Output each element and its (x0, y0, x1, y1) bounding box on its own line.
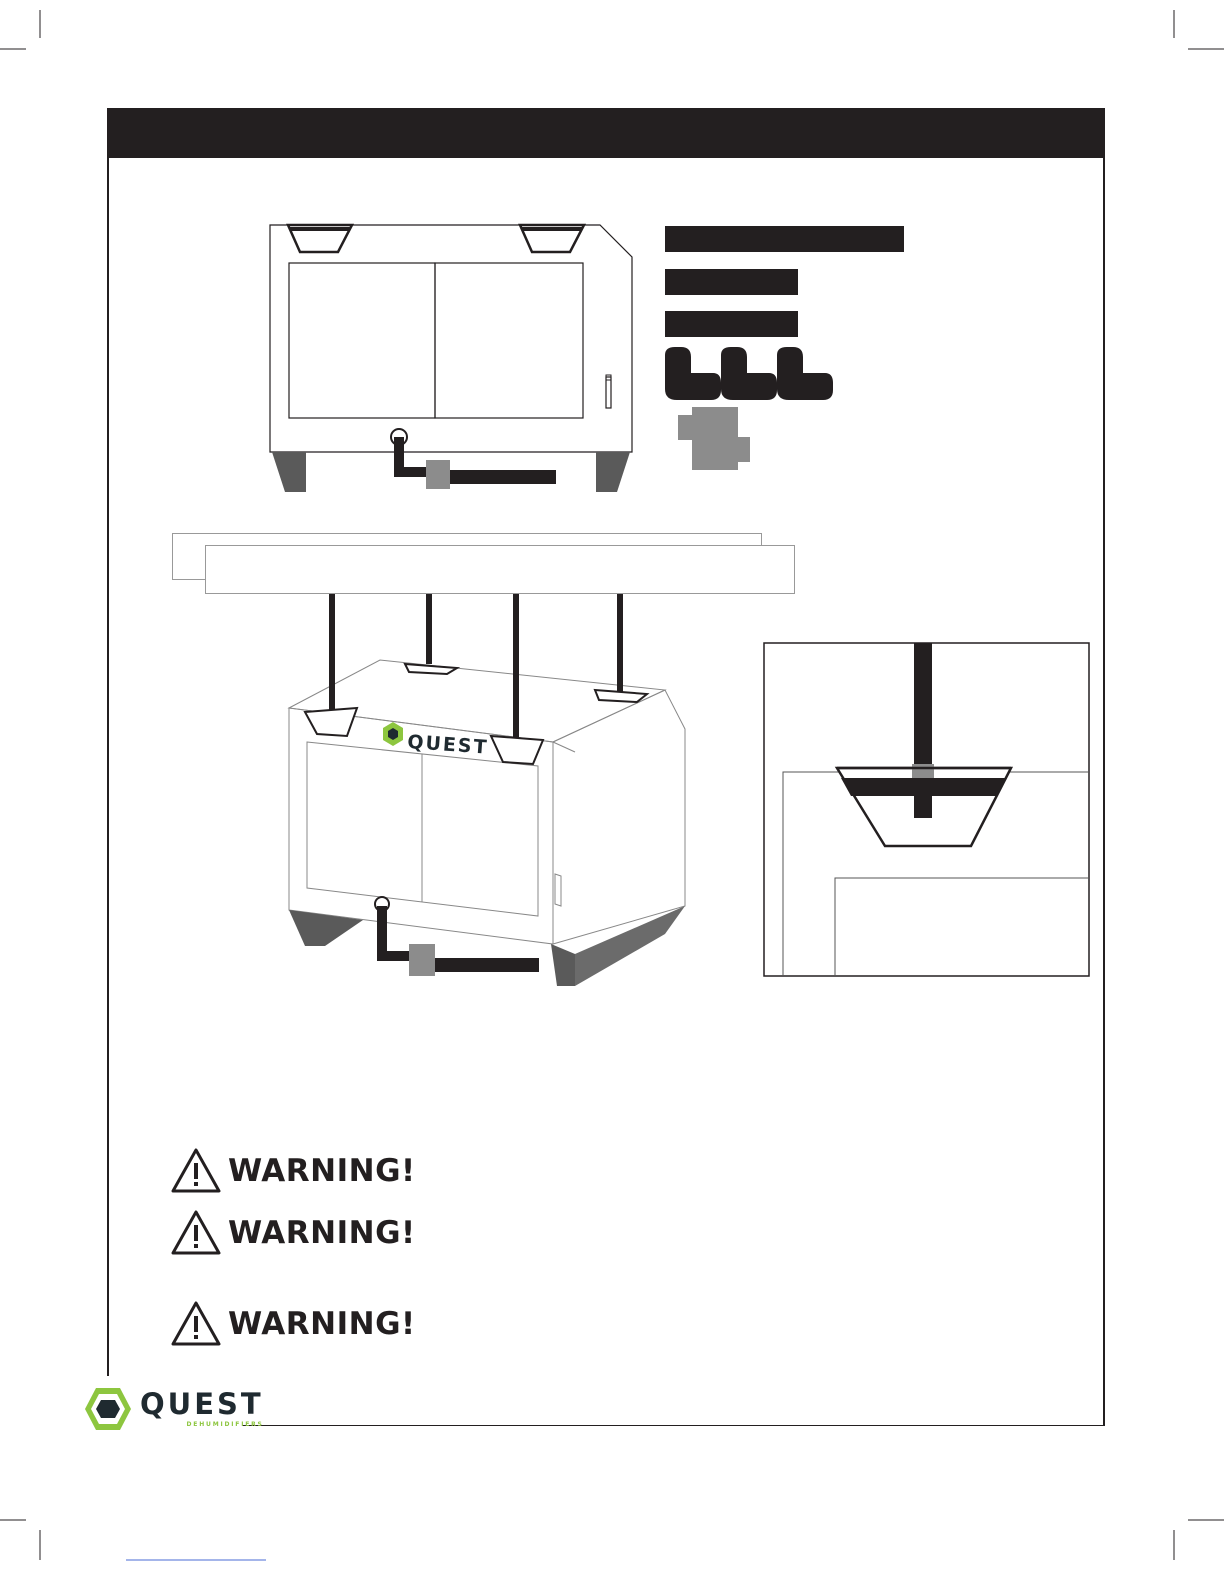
side-indicator (555, 874, 561, 906)
iso-drain-line (435, 958, 539, 972)
iso-bracket-1 (305, 708, 357, 736)
warning-1 (170, 1146, 416, 1196)
header-bar (107, 108, 1105, 158)
iso-leg-right (575, 906, 685, 986)
iso-bracket-2 (405, 664, 457, 674)
iso-leg-front-right (551, 944, 575, 986)
unit-logo-text: QUEST (406, 731, 490, 759)
iso-drain-hose (382, 906, 413, 956)
hanger-rod-2 (426, 594, 432, 664)
left-leg (272, 452, 306, 492)
warning-3 (170, 1299, 416, 1349)
left-panel (289, 263, 435, 418)
ceiling-joist-front (205, 545, 795, 594)
hose-coupler (426, 460, 450, 489)
warning-2 (170, 1208, 416, 1258)
hanger-hooks-icon (663, 345, 838, 405)
isometric-view-diagram (285, 594, 695, 989)
quest-hexagon-icon (84, 1386, 132, 1432)
hanger-rod-1 (329, 594, 335, 716)
tee-fitting-icon (678, 407, 753, 472)
warning-label: WARNING! (228, 1153, 416, 1189)
unit-logo-icon (383, 722, 403, 746)
right-panel (435, 263, 583, 418)
drain-hose (399, 437, 430, 472)
drain-line (450, 470, 556, 484)
hanger-rod-4 (617, 594, 623, 694)
iso-bracket-3 (491, 736, 543, 764)
indicator-light (606, 377, 611, 408)
parts-label-bar-3 (665, 311, 798, 337)
hanger-rod-3 (513, 594, 519, 744)
front-view-diagram (260, 215, 650, 500)
warning-triangle-icon (170, 1300, 222, 1348)
detail-nut (912, 764, 934, 778)
warning-label: WARNING! (228, 1306, 416, 1342)
warning-label: WARNING! (228, 1215, 416, 1251)
iso-leg-left (289, 910, 363, 946)
bracket-detail-inset (763, 642, 1090, 978)
warning-triangle-icon (170, 1209, 222, 1257)
right-leg (596, 452, 630, 492)
iso-bracket-4 (595, 690, 647, 702)
parts-label-bar-2 (665, 269, 798, 295)
footer-brand-logo (84, 1386, 264, 1432)
brand-name: QUEST (140, 1387, 264, 1421)
warning-triangle-icon (170, 1147, 222, 1195)
parts-label-bar-1 (665, 226, 904, 252)
brand-tagline: DEHUMIDIFIERS (186, 1421, 264, 1428)
iso-hose-coupler (409, 944, 435, 976)
unit-side-face (553, 690, 685, 944)
